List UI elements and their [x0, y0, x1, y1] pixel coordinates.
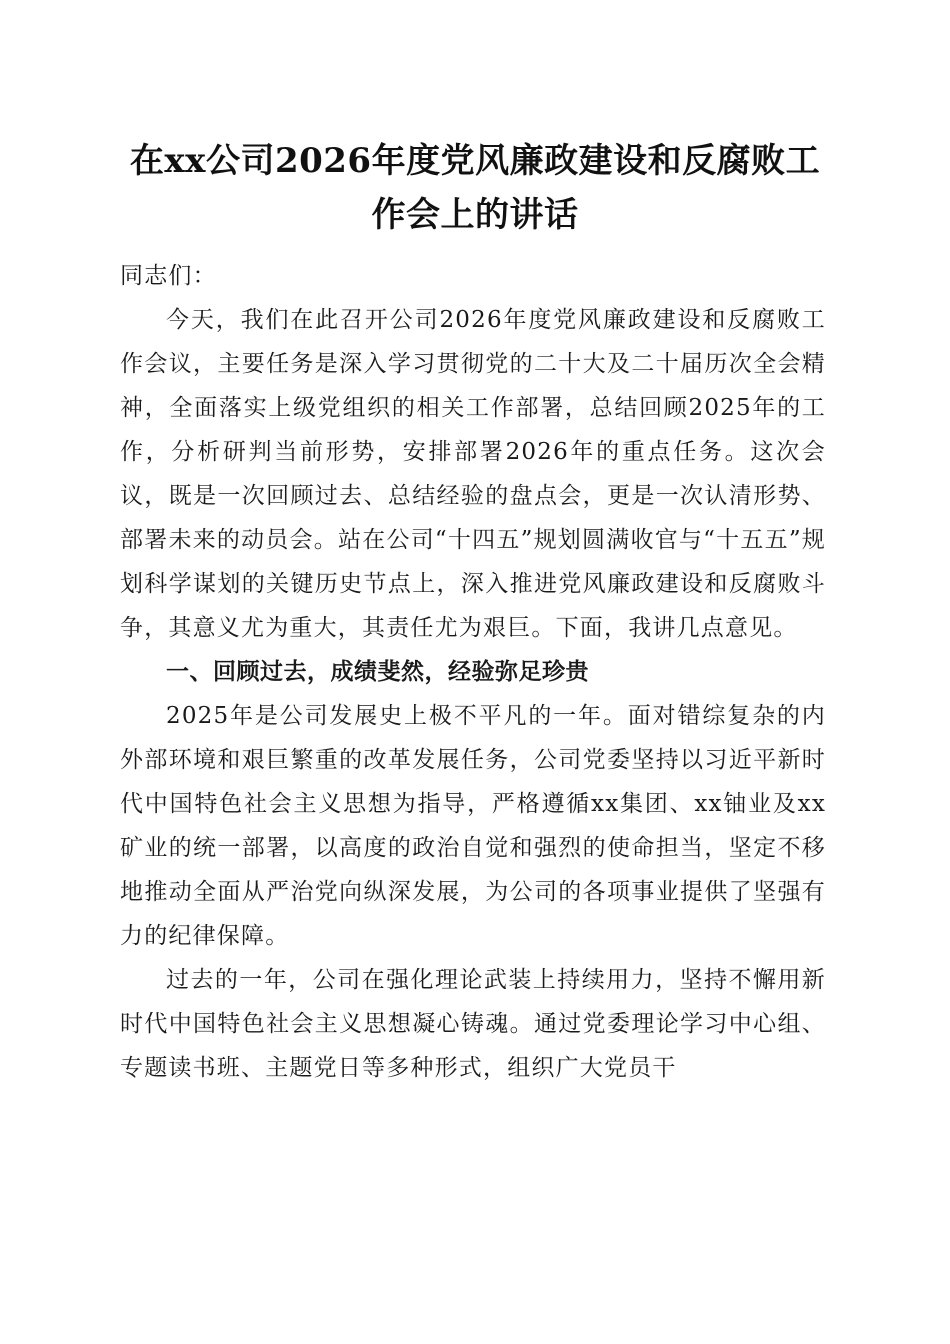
section1-paragraph-2: 过去的一年，公司在强化理论武装上持续用力，坚持不懈用新时代中国特色社会主义思想凝心铸魂。通过党委理论学习中心组、专题读书班、主题党日等多种形式，组织广大党员干: [120, 967, 826, 1081]
document-title: [110, 134, 840, 242]
greeting: 同志们：: [120, 263, 217, 289]
title-line-2: 作会上的讲话: [371, 195, 579, 235]
title-line-1: 在xx公司2026年度党风廉政建设和反腐败工: [129, 141, 821, 181]
document-body: [120, 254, 826, 1090]
section1-paragraph-1: 2025年是公司发展史上极不平凡的一年。面对错综复杂的内外部环境和艰巨繁重的改革发展任务，公司党委坚持以习近平新时代中国特色社会主义思想为指导，严格遵循xx集团、xx铀业及xx矿业的统一部署，以高度的政治自觉和强烈的使命担当，坚定不移地推动全面从严治党向纵深发展，为公司的各项事业提供了坚强有力的纪律保障。: [120, 703, 826, 949]
intro-paragraph: 今天，我们在此召开公司2026年度党风廉政建设和反腐败工作会议，主要任务是深入学习贯彻党的二十大及二十届历次全会精神，全面落实上级党组织的相关工作部署，总结回顾2025年的工作，分析研判当前形势，安排部署2026年的重点任务。这次会议，既是一次回顾过去、总结经验的盘点会，更是一次认清形势、部署未来的动员会。站在公司“十四五”规划圆满收官与“十五五”规划科学谋划的关键历史节点上，深入推进党风廉政建设和反腐败斗争，其意义尤为重大，其责任尤为艰巨。下面，我讲几点意见。: [120, 307, 826, 641]
section-heading-1: 一、回顾过去，成绩斐然，经验弥足珍贵: [166, 659, 589, 685]
